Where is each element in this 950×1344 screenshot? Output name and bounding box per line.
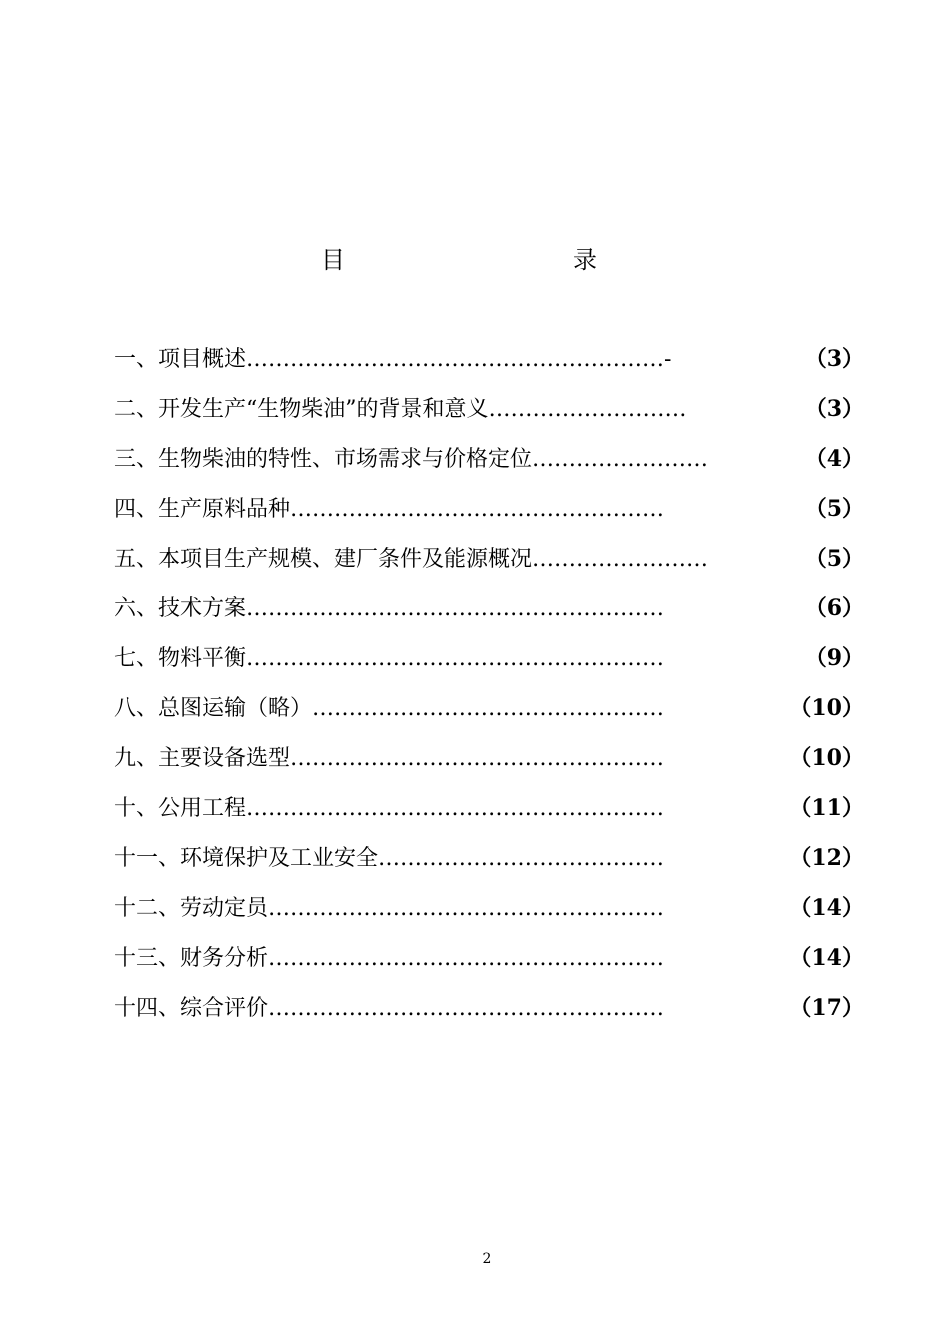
toc-entry-4[interactable] — [114, 485, 864, 535]
toc-entry-5[interactable] — [114, 535, 864, 585]
toc-entry-page: （3） — [804, 346, 864, 372]
toc-entry-10[interactable] — [114, 784, 864, 834]
toc-entry-label: 五、本项目生产规模、建厂条件及能源概况…………………… — [114, 546, 709, 572]
toc-entry-label: 七、物料平衡………………………………………………… — [114, 646, 665, 672]
toc-entry-page: （5） — [804, 545, 864, 572]
toc-entry-label: 三、生物柴油的特性、市场需求与价格定位…………………… — [114, 446, 709, 472]
toc-entry-page: （6） — [804, 595, 864, 622]
toc-entry-page: （14） — [789, 944, 864, 971]
toc-entry-13[interactable] — [114, 934, 864, 984]
toc-entry-page: （5） — [804, 495, 864, 522]
toc-entry-label: 十、公用工程………………………………………………… — [114, 796, 665, 822]
toc-entry-14[interactable] — [114, 984, 864, 1034]
toc-entry-9[interactable] — [114, 734, 864, 784]
toc-entry-1[interactable] — [114, 335, 864, 385]
toc-entry-label: 四、生产原料品种…………………………………………… — [114, 496, 665, 522]
toc-entry-label: 十一、环境保护及工业安全………………………………… — [114, 845, 665, 871]
toc-entry-page: （4） — [804, 445, 864, 472]
toc-entry-page: （10） — [789, 745, 864, 772]
toc-entry-8[interactable] — [114, 684, 864, 734]
toc-entry-label: 六、技术方案………………………………………………… — [114, 596, 665, 622]
toc-entry-page: （10） — [789, 695, 864, 722]
toc-entry-page: （14） — [789, 894, 864, 921]
toc-entry-2[interactable] — [114, 385, 864, 435]
toc-entry-label: 十三、财务分析……………………………………………… — [114, 945, 665, 971]
toc-entry-6[interactable] — [114, 584, 864, 634]
toc-entry-label: 十四、综合评价……………………………………………… — [114, 995, 665, 1021]
toc-entry-12[interactable] — [114, 884, 864, 934]
toc-entry-page: （12） — [789, 844, 864, 871]
toc-entry-page: （11） — [789, 795, 864, 822]
toc-entry-7[interactable] — [114, 634, 864, 684]
toc-entry-page: （3） — [804, 395, 864, 422]
page-title: 目 录 — [321, 246, 657, 274]
toc-entry-3[interactable] — [114, 435, 864, 485]
toc-entry-page: （17） — [789, 994, 864, 1021]
toc-entry-label: 八、总图运输（略）………………………………………… — [114, 696, 665, 722]
page-number: 2 — [482, 1251, 492, 1267]
toc-entry-label: 二、开发生产“生物柴油”的背景和意义……………………… — [114, 396, 687, 422]
table-of-contents — [114, 335, 864, 1033]
toc-entry-11[interactable] — [114, 834, 864, 884]
toc-entry-page: （9） — [804, 645, 864, 672]
toc-entry-label: 十二、劳动定员……………………………………………… — [114, 895, 665, 921]
toc-entry-label: 九、主要设备选型…………………………………………… — [114, 746, 665, 772]
toc-entry-label: 一、项目概述…………………………………………………- — [114, 347, 672, 372]
